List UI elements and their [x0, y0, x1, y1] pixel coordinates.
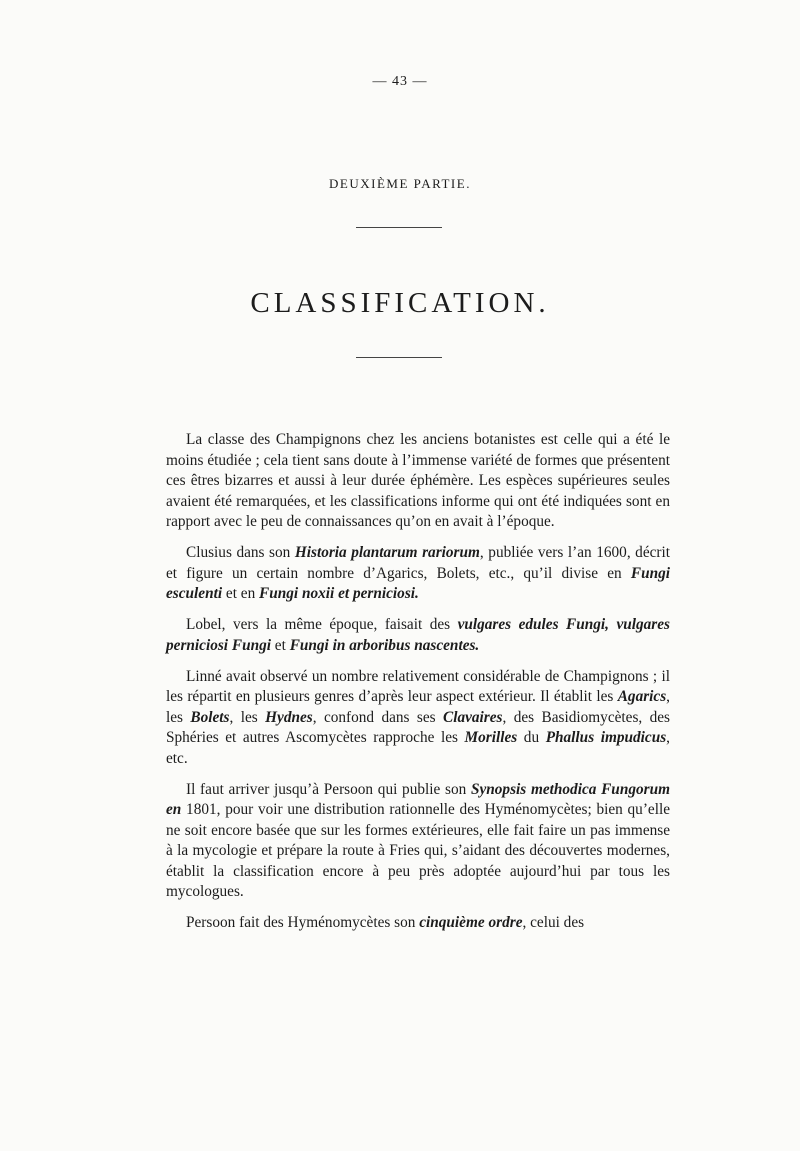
text-run: , etc. — [166, 729, 670, 767]
text-run: Linné avait observé un nombre relativement considérable de Champignons ; il les répartit en plusieurs genres d’après leur aspect extérieur. Il établit les — [166, 667, 670, 705]
text-run: La classe des Champignons chez les anciens botanistes est celle qui a été le moins étudiée ; cela tient sans doute à l’immense variété de formes que présentent ces êtres bizarres et aussi à leur durée éphémère. Les espèces supérieures seules avaient été remarquées, et les classifications informe qui ont été indiquées sont en rapport avec le peu de connaissances qu’on en avait à l’époque. — [166, 431, 670, 530]
divider-top — [356, 227, 442, 228]
italic-term: cinquième ordre — [419, 914, 523, 931]
italic-term: Historia plantarum rariorum — [294, 544, 480, 561]
text-run: , des Basidiomycètes, des Sphéries et autres Ascomycètes rapproche les — [166, 708, 671, 746]
text-run: du — [517, 729, 546, 746]
italic-term: Phallus impudicus — [545, 729, 667, 746]
italic-term: Fungi esculenti — [166, 564, 670, 602]
text-run: 1801, pour voir une distribution rationnelle des Hyménomycètes; bien qu’elle ne soit encore basée que sur les formes extérieures, elle fait faire un pas immense à la mycologie et prépare la route à Fries qui, s’aidant des découvertes modernes, établit la classification encore à peu près adoptée aujourd’hui par tous les mycologues. — [166, 801, 670, 900]
paragraph — [166, 430, 670, 533]
main-title: CLASSIFICATION. — [250, 287, 550, 319]
text-run: , les — [229, 708, 266, 726]
italic-term: Synopsis methodica Fungorum en — [166, 780, 670, 818]
paragraph — [166, 667, 670, 770]
text-run: et — [270, 636, 290, 654]
text-run: Il faut arriver jusqu’à Persoon qui publie son — [186, 780, 471, 798]
paragraph — [166, 780, 670, 903]
page-number: — 43 — — [372, 74, 428, 89]
italic-term: Agarics — [617, 688, 667, 705]
italic-term: Morilles — [464, 729, 518, 746]
italic-term: Clavaires — [443, 708, 503, 726]
paragraph — [166, 543, 670, 605]
text-run: et en — [222, 585, 260, 602]
italic-term: Bolets — [190, 708, 230, 726]
italic-term: Fungi in arboribus nascentes. — [289, 636, 480, 654]
italic-term: Fungi noxii et perniciosi. — [259, 585, 419, 602]
paragraph — [166, 615, 670, 656]
italic-term: Hydnes — [265, 708, 313, 726]
text-run: , publiée vers l’an 1600, décrit et figure un certain nombre d’Agarics, Bolets, etc., qu’il divise en — [166, 544, 671, 582]
text-run: Clusius dans son — [186, 544, 295, 561]
body-text — [166, 430, 670, 944]
divider-bottom — [356, 357, 442, 358]
text-run: Lobel, vers la même époque, faisait des — [186, 616, 458, 633]
text-run: , confond dans ses — [312, 708, 444, 726]
italic-term: vulgares edules Fungi, vulgares perniciosi Fungi — [166, 616, 670, 654]
part-title: DEUXIÈME PARTIE. — [329, 176, 471, 191]
paragraph — [166, 913, 670, 934]
text-run: , les — [166, 688, 670, 726]
text-run: , celui des — [522, 914, 585, 931]
text-run: Persoon fait des Hyménomycètes son — [186, 914, 420, 931]
